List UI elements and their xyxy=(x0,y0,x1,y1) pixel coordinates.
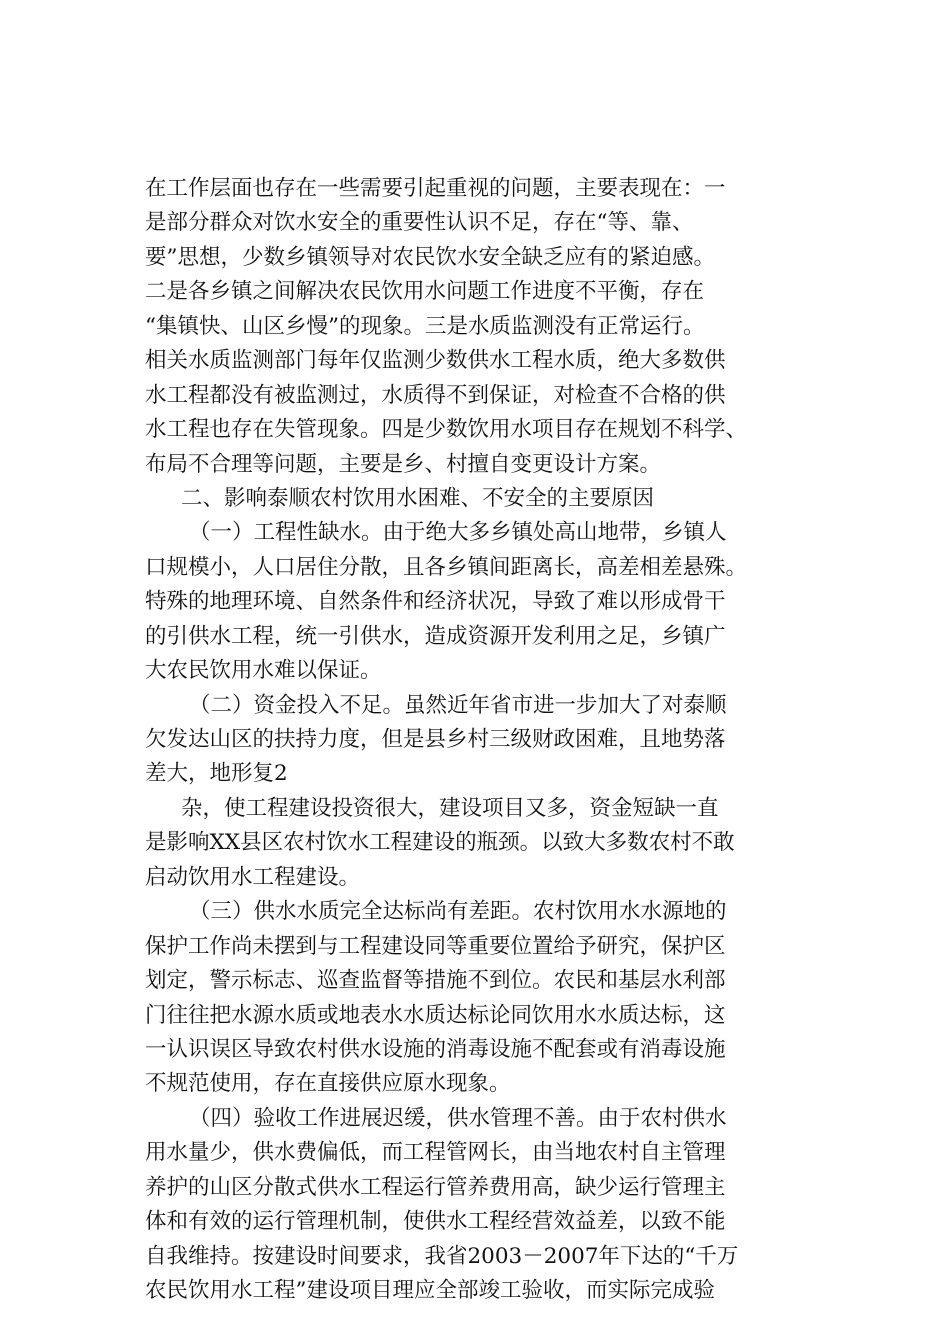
text-line: 划定，警示标志、巡查监督等措施不到位。农民和基层水利部 xyxy=(145,968,726,994)
text-line: 欠发达山区的扶持力度，但是县乡村三级财政困难，且地势落 xyxy=(145,727,726,752)
text-line: 二是各乡镇之间解决农民饮用水问题工作进度不平衡，存在 xyxy=(145,279,705,305)
text-line: 口规模小，人口居住分散，且各乡镇间距离长，高差相差悬殊。 xyxy=(145,554,748,580)
text-line: 体和有效的运行管理机制，使供水工程经营效益差，以致不能 xyxy=(145,1209,726,1235)
text-line: 启动饮用水工程建设。 xyxy=(145,864,361,890)
text-line: “集镇快、山区乡慢”的现象。三是水质监测没有正常运行。 xyxy=(145,313,705,339)
text-line: 在工作层面也存在一些需要引起重视的问题，主要表现在：一 xyxy=(145,176,726,201)
text-line: 布局不合理等问题，主要是乡、村擅自变更设计方案。 xyxy=(145,451,662,477)
text-line: 是部分群众对饮水安全的重要性认识不足，存在“等、靠、 xyxy=(145,210,694,236)
text-line: 大农民饮用水难以保证。 xyxy=(145,658,382,684)
text-line: 是影响XX县区农村饮水工程建设的瓶颈。以致大多数农村不敢 xyxy=(145,830,735,856)
text-line: 相关水质监测部门每年仅监测少数供水工程水质，绝大多数供 xyxy=(145,348,726,374)
text-line: 不规范使用，存在直接供应原水现象。 xyxy=(145,1071,511,1097)
paragraph-start: （三）供水水质完全达标尚有差距。农村饮用水水源地的 xyxy=(189,899,727,925)
paragraph-start: （一）工程性缺水。由于绝大多乡镇处高山地带，乡镇人 xyxy=(189,520,727,546)
section-heading: 二、影响泰顺农村饮用水困难、不安全的主要原因 xyxy=(181,485,655,511)
text-line: 用水量少，供水费偏低，而工程管网长，由当地农村自主管理 xyxy=(145,1140,726,1166)
text-line: 门往往把水源水质或地表水水质达标论同饮用水水质达标，这 xyxy=(145,1002,726,1028)
text-line: 差大，地形复2 xyxy=(145,761,288,787)
paragraph-start: （四）验收工作进展迟缓，供水管理不善。由于农村供水 xyxy=(189,1105,727,1131)
text-line: 特殊的地理环境、自然条件和经济状况，导致了难以形成骨干 xyxy=(145,589,726,615)
text-line: 水工程也存在失管现象。四是少数饮用水项目存在规划不科学、 xyxy=(145,417,748,443)
body-text xyxy=(145,172,845,1308)
text-line: 农民饮用水工程”建设项目理应全部竣工验收，而实际完成验 xyxy=(145,1278,715,1303)
text-line: 养护的山区分散式供水工程运行管养费用高，缺少运行管理主 xyxy=(145,1174,726,1200)
text-line: 要”思想，少数乡镇领导对农民饮水安全缺乏应有的紧迫感。 xyxy=(145,244,715,270)
text-line: 自我维持。按建设时间要求，我省2003－2007年下达的“千万 xyxy=(145,1243,739,1269)
text-line: 一认识误区导致农村供水设施的消毒设施不配套或有消毒设施 xyxy=(145,1036,726,1062)
paragraph-start: 杂，使工程建设投资很大，建设项目又多，资金短缺一直 xyxy=(181,795,719,821)
text-line: 的引供水工程，统一引供水，造成资源开发利用之足，乡镇广 xyxy=(145,623,726,649)
text-line: 保护工作尚未摆到与工程建设同等重要位置给予研究，保护区 xyxy=(145,933,726,959)
text-line: 水工程都没有被监测过，水质得不到保证，对检查不合格的供 xyxy=(145,382,726,408)
paragraph-start: （二）资金投入不足。虽然近年省市进一步加大了对泰顺 xyxy=(189,692,727,718)
